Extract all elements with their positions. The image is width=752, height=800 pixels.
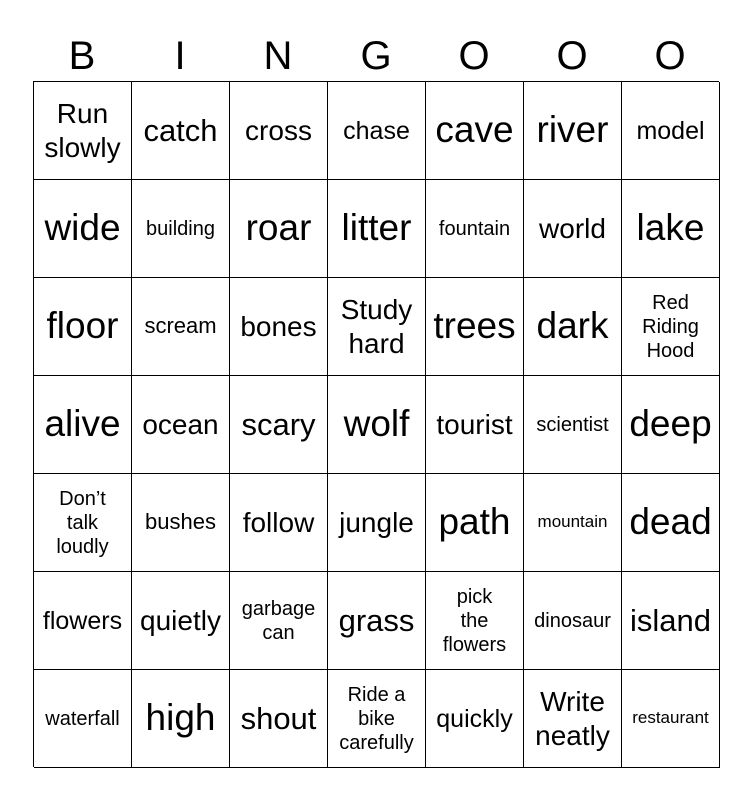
cell-text: dark	[536, 305, 609, 347]
cell-text: island	[630, 602, 711, 638]
cell-text: river	[536, 109, 609, 151]
cell-text: building	[146, 217, 215, 240]
bingo-cell[interactable]	[328, 572, 426, 670]
bingo-cell[interactable]	[622, 376, 720, 474]
bingo-board	[33, 81, 719, 767]
bingo-cell[interactable]	[328, 278, 426, 376]
bingo-cell[interactable]	[34, 376, 132, 474]
bingo-cell[interactable]	[132, 474, 230, 572]
bingo-cell[interactable]	[622, 180, 720, 278]
header-letter-n: N	[263, 34, 293, 78]
bingo-cell[interactable]	[524, 376, 622, 474]
bingo-cell[interactable]	[34, 180, 132, 278]
cell-text: alive	[44, 403, 121, 445]
cell-text: Run slowly	[44, 97, 121, 163]
cell-text: Ride a bike carefully	[339, 683, 414, 754]
cell-text: fountain	[438, 217, 511, 240]
bingo-cell[interactable]	[132, 82, 230, 180]
bingo-cell[interactable]	[230, 180, 328, 278]
cell-text: Red Riding Hood	[642, 291, 699, 362]
bingo-cell[interactable]	[132, 278, 230, 376]
header-letter-i: I	[174, 34, 186, 78]
header-letter-o-2: O	[556, 34, 588, 78]
cell-text: restaurant	[632, 708, 709, 728]
bingo-cell[interactable]	[426, 278, 524, 376]
cell-text: model	[636, 116, 705, 145]
cell-text: shout	[240, 700, 317, 736]
cell-text: ocean	[142, 408, 219, 440]
bingo-header	[33, 30, 719, 82]
bingo-cell[interactable]	[622, 82, 720, 180]
bingo-cell[interactable]	[132, 572, 230, 670]
bingo-cell[interactable]	[524, 82, 622, 180]
bingo-cell[interactable]	[328, 376, 426, 474]
bingo-cell[interactable]	[524, 278, 622, 376]
cell-text: Don’t talk loudly	[56, 487, 109, 558]
bingo-cell[interactable]	[426, 180, 524, 278]
bingo-cell[interactable]	[622, 572, 720, 670]
bingo-cell[interactable]	[230, 376, 328, 474]
cell-text: scary	[241, 406, 316, 442]
bingo-cell[interactable]	[622, 474, 720, 572]
bingo-cell[interactable]	[426, 82, 524, 180]
cell-text: dead	[629, 501, 712, 543]
cell-text: mountain	[537, 512, 608, 532]
bingo-cell[interactable]	[230, 572, 328, 670]
bingo-cell[interactable]	[328, 474, 426, 572]
cell-text: wolf	[343, 403, 410, 445]
bingo-cell[interactable]	[426, 376, 524, 474]
bingo-cell[interactable]	[328, 180, 426, 278]
cell-text: Study hard	[340, 293, 413, 359]
bingo-cell[interactable]	[328, 82, 426, 180]
bingo-cell[interactable]	[230, 670, 328, 768]
header-letter-g: G	[360, 34, 392, 78]
cell-text: flowers	[42, 606, 123, 635]
cell-text: scream	[144, 313, 217, 339]
cell-text: garbage can	[241, 597, 316, 644]
cell-text: world	[539, 212, 606, 244]
bingo-cell[interactable]	[426, 474, 524, 572]
bingo-cell[interactable]	[132, 376, 230, 474]
cell-text: roar	[245, 207, 312, 249]
bingo-cell[interactable]	[34, 82, 132, 180]
bingo-cell[interactable]	[132, 180, 230, 278]
cell-text: dinosaur	[534, 609, 611, 632]
cell-text: deep	[629, 403, 712, 445]
bingo-cell[interactable]	[34, 670, 132, 768]
cell-text: litter	[341, 207, 412, 249]
cell-text: bushes	[145, 509, 216, 535]
cell-text: tourist	[436, 408, 513, 440]
bingo-cell[interactable]	[622, 278, 720, 376]
cell-text: catch	[143, 112, 218, 148]
cell-text: scientist	[536, 413, 609, 436]
cell-text: grass	[338, 602, 415, 638]
header-letter-o-1: O	[458, 34, 490, 78]
bingo-cell[interactable]	[524, 572, 622, 670]
bingo-cell[interactable]	[524, 180, 622, 278]
cell-text: jungle	[339, 506, 414, 538]
bingo-cell[interactable]	[132, 670, 230, 768]
bingo-cell[interactable]	[426, 572, 524, 670]
bingo-cell[interactable]	[34, 572, 132, 670]
bingo-cell[interactable]	[524, 474, 622, 572]
cell-text: cross	[245, 114, 312, 146]
cell-text: pick the flowers	[442, 585, 507, 656]
cell-text: path	[438, 501, 511, 543]
cell-text: lake	[636, 207, 705, 249]
cell-text: Write neatly	[535, 685, 610, 751]
cell-text: follow	[242, 506, 315, 538]
cell-text: bones	[240, 310, 317, 342]
cell-text: cave	[435, 109, 514, 151]
cell-text: high	[145, 697, 216, 739]
bingo-cell[interactable]	[230, 82, 328, 180]
header-letter-o-3: O	[654, 34, 686, 78]
header-letter-b: B	[68, 34, 96, 78]
cell-text: waterfall	[45, 707, 120, 730]
cell-text: chase	[343, 116, 410, 145]
bingo-cell[interactable]	[230, 278, 328, 376]
bingo-cell[interactable]	[34, 278, 132, 376]
bingo-cell[interactable]	[622, 670, 720, 768]
bingo-cell[interactable]	[426, 670, 524, 768]
bingo-cell[interactable]	[230, 474, 328, 572]
bingo-cell[interactable]	[34, 474, 132, 572]
cell-text: quietly	[140, 604, 221, 636]
cell-text: trees	[433, 305, 516, 347]
cell-text: wide	[44, 207, 121, 249]
bingo-cell[interactable]	[328, 670, 426, 768]
cell-text: floor	[46, 305, 119, 347]
cell-text: quickly	[436, 704, 513, 733]
bingo-cell[interactable]	[524, 670, 622, 768]
